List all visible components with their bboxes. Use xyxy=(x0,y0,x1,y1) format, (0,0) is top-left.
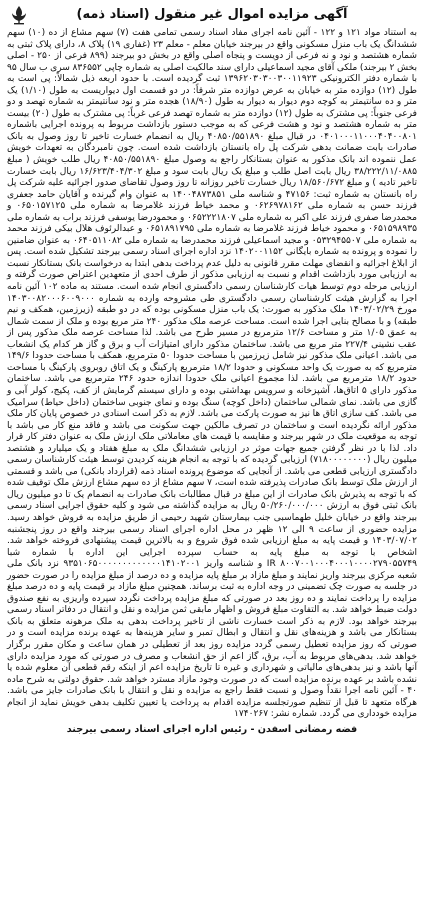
iran-emblem-icon xyxy=(8,4,30,26)
notice-body: به استناد مواد ۱۲۱ و ۱۲۲ - آئین نامه اجرای مفاد اسناد رسمی تمامی هفت (۷) سهم مشاع از ده (۱۰) سهم ششدانگ یک باب منزل مسکونی واقع در بیرجند خیابان معلم - معلم ۲۳ (غفاری ۱۹) پلاک ۸، دارای پلاک ثبتی به شماره هشتصد و نود و نه فرعی از دویست و پنجاه اصلی واقع در بخش دو بیرجند (۸۹۹ فرعی از ۲۵۰ - اصلی بخش ۲ بیرجند) ملکی آقای مجید اسماعیلی دارای سند مالکیت اصلی به شماره چاپی ۸۳۶۵۵۲ سری ب سال ۹۵ با شماره دفتر الکترونیکی ۱۳۹۶۲۰۳۰۳۰۰۳۰۰۱۱۹۲۳ ثبت گردیده است. با حدود اربعه ذیل شمالاً: پی است به طول (۱۲) دوازده متر به خیابان به عرض دوازده متر شرقاً: در دو قسمت اول دیواریست به طول (۱/۱۰) یک متر و ده سانتیمتر به کوچه دوم دیوار به دیوار به طول (۱۸/۹۰) هجده متر و نود سانتیمتر به شماره تهصد و دو فرعی جنوباً: پی مشترک به طول (۱۲) دوازده متر به شماره تهصد فرعی غرباً: پی مشترک به طول (۲۰) بیست متر به شماره هشتصد و نود و هشت فرعی که به موجب دستور بازداشت مربوط به پرونده اجرایی باشماره ۰۴۰۱۰۰۰۱۱۰۰۰۴۰۴۰۰۸۰۱ در قبال مبلغ ۴۰۸۵۰/۵۵۱۸۹۰ ریال به انضمام خسارت تاخیر تا روز وصول به بانک صادرات بابت ضمانت بدهی شرکت پل راه بانستان بازداشت شده است. چون نامبردگان به تعهدات خویش عمل ننموده اند بانک مذکور به عنوان بستانکار راجع به وصول مبلغ ۴۰۸۵۰/۵۵۱۸۹۰ ریال طلب خویش ( مبلغ ۳۸/۲۲۲/۱۱/۰۸۸۵ ریال بابت اصل طلب و مبلغ یک ریال بابت سود و مبلغ ۱۶/۶۲۳/۴۰۴/۳۰۲ ریال بابت خسارت تاخیر تادیه ) و مبلغ ۱۸/۵۶۰/۶۷۲ ریال خسارت تاخیر روزانه تا روز وصول تقاضای صدور اجرائیه علیه شرکت پل راه بانستان به شماره ثبت: ۴۷۱۵۶ و شناسه ملی ۱۴۰۰۴۸۷۳۸۵۱ به عنوان وام گیرنده و آقایان حامد جعفری فرزند حسن به شماره ملی ۰۶۲۶۹۷۸۱۶۲ و محمد خیاط فرزند غلامرضا به شماره ملی ۰۶۵۰۱۵۷۱۲۵ و محمدرضا صفری فرزند علی اکبر به شماره ملی ۰۶۵۲۲۲۱۸۰۷ و محمودرضا یوسفی فرزند براب به شماره ملی ۰۶۵۱۵۹۸۹۳۵ و محمود خیاط فرزند غلامرضا به شماره ملی ۰۶۵۱۸۹۱۷۹۵ و عبدالرئوف هلال بیکی فرزند محمد به شماره ملی ۰۵۳۲۹۴۵۵۰۷ و مجید اسماعیلی فرزند محمدرضا به شماره ملی ۰۶۴۰۵۱۱۰۸۲ به عنوان ضامنین را نموده و پرونده به شماره بایگانی ۱۴۰۲۰۰۱۱۵۲ نزد اداره اجرای اسناد رسمی بیرجند تشکیل شده است. پس از ابلاغ اجرائیه و انقضای مهلت مقرر قانونی به دلیل عدم پرداخت بدهی ابتدا به درخواست بانک بستانکار نسبت به ارزیابی مورد بازداشت اقدام و نسبت به ارزیابی مذکور از طرف احدی از متعهدین اعتراض صورت گرفته و ارزیابی مرحله دوم توسط هیات کارشناسان رسمی دادگستری انجام شده است. مستند به ماده ۱۰۲ آئین نامه اجرا به گزارش هیئت کارشناسان رسمی دادگستری طی مشروحه وارده به شماره ۱۴۰۳۰۰۸۲۰۰۰۶۰۰۹۰۰۰ مورخ ۱۴۰۳/۰۲/۲۹ ملک مذکور به صورت: یک باب منزل مسکونی بوده که در دو طبقه (زیرزمین، همکف و نیم طبقه) و با مصالح بنایی اجرا شده است. مساحت عرصه ملک مذکور ۲۴۰ متر مربع بوده و ملک از سمت شمال به عمق ۱/۰۵ متر و مساحت ۱۲/۶ مترمربع در مسیر طرح می باشد. لذا مساحت عرصه ملک مذکور پس از عقب نشینی ۲۲۷/۴ متر مربع می باشد. ساختمان مذکور دارای امتیازات آب و برق و گاز هر کدام یک انشعاب می باشد. اعیانی ملک مذکور نیز شامل زیرزمین با مساحت حدودا ۵۰ مترمربع، همکف با مساحت حدودا ۱۴۹/۶ مترمربع که به صورت یک واحد مسکونی و حدودا ۱۸/۲ مترمربع پارکینگ و یک اتاق روبروی پارکینگ با مساحت حدود ۱۸/۲ مترمربع می باشد. لذا مجموع اعیانی ملک حدودا اندازه حدود ۲۴۶ مترمربع می باشد. ساختمان مذکور دارای ۵ اتاق‌ها، آشپزخانه و سرویس بهداشتی بوده و دارای سیستم گرمایش از کف، پکیج، کولر آبی و گازی می باشد. نمای شمالی ساختمان (داخل کوچه) سنگ بوده و نمای جنوبی ساختمان (داخل حیاط) سرامیک می باشد. کف سازی اتاق ها نیز به صورت پارکت می باشد. لازم به ذکر است اسنادی در خصوص پایان کار ملک مذکور ارائه نگردیده است و ساختمان در تصرف مالکین جهت سکونت می باشد و فاقد منع کار می باشد با توجه به موقعیت ملک در شهر بیرجند و مقایسه با قیمت های معاملاتی ملک ارزش ملک به عنوان دفتر کار قرار داد. لذا با در نظر گرفتن جمیع جهات موثر در ارزیابی ششدانگ ملک به مبلغ هفتاد و یک میلیارد و هشتصد میلیون ریال (۷۱۸۰۰۰۰۰۰۰۰) ارزیابی گردیده که با توجه به انجام هزینه کردیدن توسط هیئت کارشناسان رسمی دادگستری ارزیابی قطعی می باشد. از آنجایی که موضوع پرونده اسناد ذمه (قرارداد بانکی) می باشد و قسمتی از ارزش ملک توسط بانک صادرات پذیرفته شده است، ۷ سهم مشاع از ده سهم مشاع ارزش ملک توقیف شده که با توجه به پذیرش بانک صادرات از این مبلغ در قبال مطالبات بانک صادرات به انضمام یک تا دو میلیون ریال بانک ثبتی فوق به ارزش ۵۰/۲۶۰/۰۰۰/۰۰۰ ریال به مزایده گذاشته می شود و کلیه حقوق اجرایی اسناد رسمی بیرجند واقع در خیابان خلیل طهماسبی جنب بیمارستان شهید رحیمی از طریق مزایده به فروش خواهد رسید. مزایده حضوری از ساعت ۹ الی ۱۲ ظهر در محل اداره اجرای اسناد رسمی بیرجند واقع در روز پنجشنبه ۱۴۰۳/۰۷/۰۲ و قیمت پایه به مبلغ ارزیابی شده فوق شروع و به بالاترین قیمت پیشنهادی فروخته خواهد شد. اشخاص با توجه به مبلغ پایه به حساب سپرده اجرایی این اداره با شماره شبا ۸۰۰۷۰۰۱۰۰۰۴۰۰۰۱۰۰۰۰۲۷۹۰۵۵۷۴۹ IR و شناسه واریز ۹۳۵۱۰۶۵۰۰۰۰۰۰۰۰۰۰۰۰۰۱۴۱۰۲۰۰۱ نزد بانک ملی شعبه مرکزی بیرجند واریز نمایند و مبلغ مازاد بر مبلغ پایه مزایده و ده درصد از مبلغ مزایده را در صورت حضور در جلسه به صورت چک تضمینی در وجه اداره به ثبت برساند. همچنین مبلغ مازاد بر قیمت پایه و ده درصد مبلغ مزایده را پرداخت نمایند و ده روز بعد در صورتی که مبلغ مزایده پرداخت نگردد سپرده واریزی به نفع صندوق دولت ضبط خواهد شد. به التفاوت مبلغ فروش و اظهار مابقی ثمن مزایده و نقل و انتقال در دفاتر اسناد رسمی بیرجند خواهد بود. لازم به ذکر است خسارت ناشی از تاخیر پرداخت بدهی به ملک مرهونه متعلق به بانک بستانکار می باشد و هزینه‌های نقل و انتقال و ابطال تمبر و سایر هزینه‌ها به عهده برنده مزایده است و در صورتی که روز مزایده تعطیل رسمی گردد مزایده روز بعد از تعطیلی در همان ساعت و مکان مقرر برگزار خواهد شد. بدهی‌های مربوط به آب، برق، گاز اعم از حق انشعاب و مصرف در صورتی که مورد مزایده دارای آنها باشد و نیز بدهی‌های مالیاتی و شهرداری و غیره تا تاریخ مزایده اعم از اینکه رقم قطعی آن معلوم شده یا نشده باشد بر عهده برنده مزایده است که در صورت وجود مازاد مسترد خواهد شد. حقوق دولتی به شرح ماده ۴۰ - آئین نامه اجرا نقداً وصول و نسبت فقط راجع به مزایده و نقل و انتقال با بانک صادرات جایز می باشد. هرگاه متعهد تا قبل از تنظیم صورتجلسه مزایده اقدام به پرداخت یا تعیین تکلیف بدهی خویش نماید از انجام مزایده خودداری می گردد. شماره نشر: ۱۷۴۰۲۶۷ xyxy=(7,28,418,720)
notice-header xyxy=(6,4,418,28)
notice-title: آگهی مزایده اموال غیر منقول (اسناد ذمه) xyxy=(76,7,348,22)
auction-notice xyxy=(6,4,418,920)
signature-line: فضه رمضانی اسفدن - رئیس اداره اجرای اسناد رسمی بیرجند xyxy=(66,723,358,735)
